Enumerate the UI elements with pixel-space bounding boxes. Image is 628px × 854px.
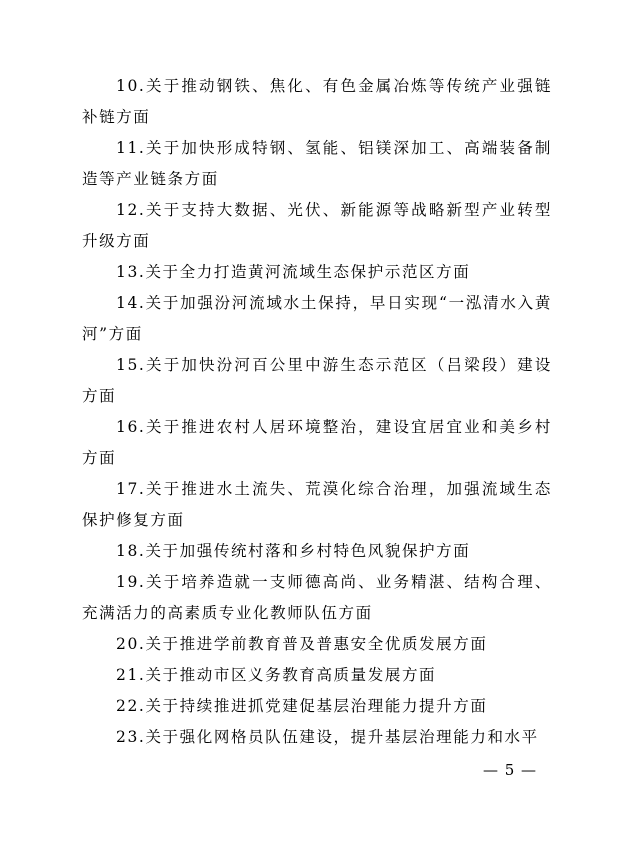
page-number: — 5 —: [482, 761, 538, 779]
list-item: 11.关于加快形成特钢、氢能、铝镁深加工、高端装备制造等产业链条方面: [82, 139, 552, 188]
item-list: [82, 71, 552, 753]
list-item: 10.关于推动钢铁、焦化、有色金属冶炼等传统产业强链补链方面: [82, 77, 552, 126]
list-item: 21.关于推动市区义务教育高质量发展方面: [116, 666, 437, 684]
list-item: 16.关于推进农村人居环境整治，建设宜居宜业和美乡村方面: [82, 418, 552, 467]
list-item: 19.关于培养造就一支师德高尚、业务精湛、结构合理、充满活力的高素质专业化教师队伍方面: [82, 573, 552, 622]
list-item: 14.关于加强汾河流域水土保持，早日实现“一泓清水入黄河”方面: [82, 294, 552, 343]
list-item: 23.关于强化网格员队伍建设，提升基层治理能力和水平: [116, 728, 539, 746]
list-item: 12.关于支持大数据、光伏、新能源等战略新型产业转型升级方面: [82, 201, 552, 250]
list-item: 20.关于推进学前教育普及普惠安全优质发展方面: [116, 635, 488, 653]
list-item: 15.关于加快汾河百公里中游生态示范区（吕梁段）建设方面: [82, 356, 552, 405]
list-item: 18.关于加强传统村落和乡村特色风貌保护方面: [116, 542, 471, 560]
list-item: 22.关于持续推进抓党建促基层治理能力提升方面: [116, 697, 488, 715]
list-item: 13.关于全力打造黄河流域生态保护示范区方面: [116, 263, 471, 281]
list-item: 17.关于推进水土流失、荒漠化综合治理，加强流域生态保护修复方面: [82, 480, 552, 529]
